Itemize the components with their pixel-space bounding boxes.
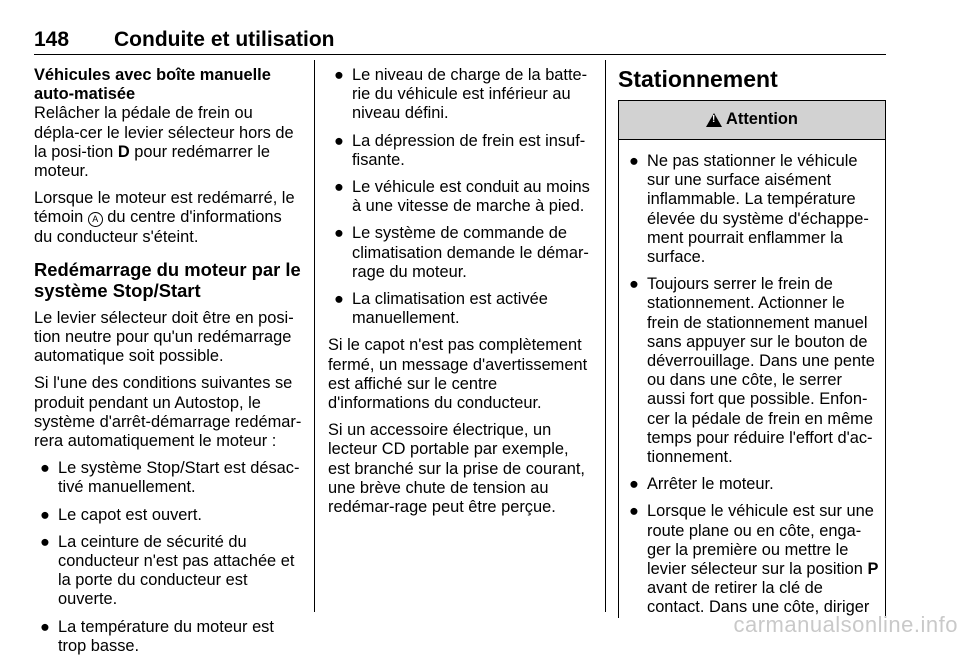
warning-triangle-icon bbox=[706, 113, 722, 127]
bullet-icon: ● bbox=[40, 459, 50, 478]
list-item: ● La ceinture de sécurité du conducteur n'est pas attachée et la porte du conducteur est ouverte. bbox=[40, 532, 295, 609]
bullet-icon: ● bbox=[334, 131, 344, 150]
column-divider bbox=[605, 60, 606, 612]
list-item: ● Le système de commande de climatisation demande le démar-rage du moteur. bbox=[334, 224, 589, 281]
bullet-icon: ● bbox=[334, 178, 344, 197]
list-item: ● La climatisation est activée manuellement. bbox=[334, 290, 548, 328]
list-item: ● Toujours serrer le frein de stationnement. Actionner le frein de stationnement manuel sans appuyer sur le bouton de déverrouillage. Dans une pente ou dans une côte, le serrer aussi fort que possible. Enfon-cer la pédale de frein en même temps pour réduire l'effort d'ac-tionnement. bbox=[629, 275, 875, 467]
list-item: ● La dépression de frein est insuf-fisante. bbox=[334, 131, 586, 169]
attention-header bbox=[619, 101, 885, 140]
paragraph-conditions: Si l'une des conditions suivantes se produit pendant un Autostop, le système d'arrêt-démarrage redémar-rera automatiquement le moteur : bbox=[34, 374, 302, 451]
paragraph-voltage-drop: Si un accessoire électrique, un lecteur CD portable par exemple, est branché sur la prise de courant, une brève chute de tension au redémar-rage peut être perçue. bbox=[328, 421, 585, 517]
bullet-icon: ● bbox=[629, 475, 639, 494]
page-header bbox=[34, 28, 886, 55]
paragraph-indicator: Lorsque le moteur est redémarré, le témoin A du centre d'informations du conducteur s'éteint. bbox=[34, 189, 295, 246]
bullet-icon: ● bbox=[334, 224, 344, 243]
paragraph-neutral: Le levier sélecteur doit être en posi-tion neutre pour qu'un redémarrage automatique soit possible. bbox=[34, 308, 294, 366]
list-item: ● Le système Stop/Start est désac-tivé manuellement. bbox=[40, 459, 300, 497]
section-heading-restart: Redémarrage du moteur par le système Stop/Start bbox=[34, 258, 301, 301]
parking-list bbox=[623, 152, 881, 618]
column-left bbox=[34, 66, 302, 664]
list-item: ● Ne pas stationner le véhicule sur une surface aisément inflammable. La température élevée du système d'échappe-ment pourrait enflammer la surface. bbox=[629, 152, 869, 267]
column-divider bbox=[314, 60, 315, 612]
attention-body bbox=[619, 140, 885, 618]
page-number: 148 bbox=[34, 28, 70, 51]
bullet-icon: ● bbox=[40, 505, 50, 524]
bullet-icon: ● bbox=[40, 617, 50, 636]
list-item: ● Le véhicule est conduit au moins à une vitesse de marche à pied. bbox=[334, 178, 590, 216]
autostop-indicator-icon: A bbox=[88, 212, 103, 227]
conditions-list bbox=[34, 459, 302, 656]
conditions-list-continued bbox=[328, 66, 592, 328]
paragraph-hood-message: Si le capot n'est pas complètement fermé, un message d'avertissement est affiché sur le centre d'informations du conducteur. bbox=[328, 336, 588, 413]
bullet-icon: ● bbox=[629, 275, 639, 294]
list-item: ● Arrêter le moteur. bbox=[629, 475, 774, 494]
list-item: ● La température du moteur est trop basse. bbox=[40, 617, 274, 655]
running-title: Conduite et utilisation bbox=[114, 28, 335, 51]
bullet-icon: ● bbox=[334, 290, 344, 309]
section-heading-parking: Stationnement bbox=[618, 66, 778, 92]
bullet-icon: ● bbox=[629, 502, 639, 521]
watermark: carmanualsonline.info bbox=[733, 612, 958, 637]
column-right bbox=[618, 66, 886, 626]
attention-label: Attention bbox=[726, 110, 798, 129]
column-middle bbox=[328, 66, 592, 525]
bullet-icon: ● bbox=[629, 152, 639, 170]
list-item: ● Lorsque le véhicule est sur une route plane ou en côte, enga-ger la première ou mettre le levier sélecteur sur la position P avant de retirer la clé de contact. Dans une côte, diriger bbox=[629, 502, 879, 617]
list-item: ● Le capot est ouvert. bbox=[40, 505, 202, 524]
paragraph-restart-engine: Relâcher la pédale de frein ou dépla-cer le levier sélecteur hors de la posi-tion D pour redémarrer le moteur. bbox=[34, 104, 294, 181]
bullet-icon: ● bbox=[40, 532, 50, 551]
subheading-automated-gearbox: Véhicules avec boîte manuelle auto-matisée bbox=[34, 66, 271, 104]
attention-box bbox=[618, 100, 886, 618]
list-item: ● Le niveau de charge de la batte-rie du véhicule est inférieur au niveau défini. bbox=[334, 66, 588, 123]
bullet-icon: ● bbox=[334, 66, 344, 84]
